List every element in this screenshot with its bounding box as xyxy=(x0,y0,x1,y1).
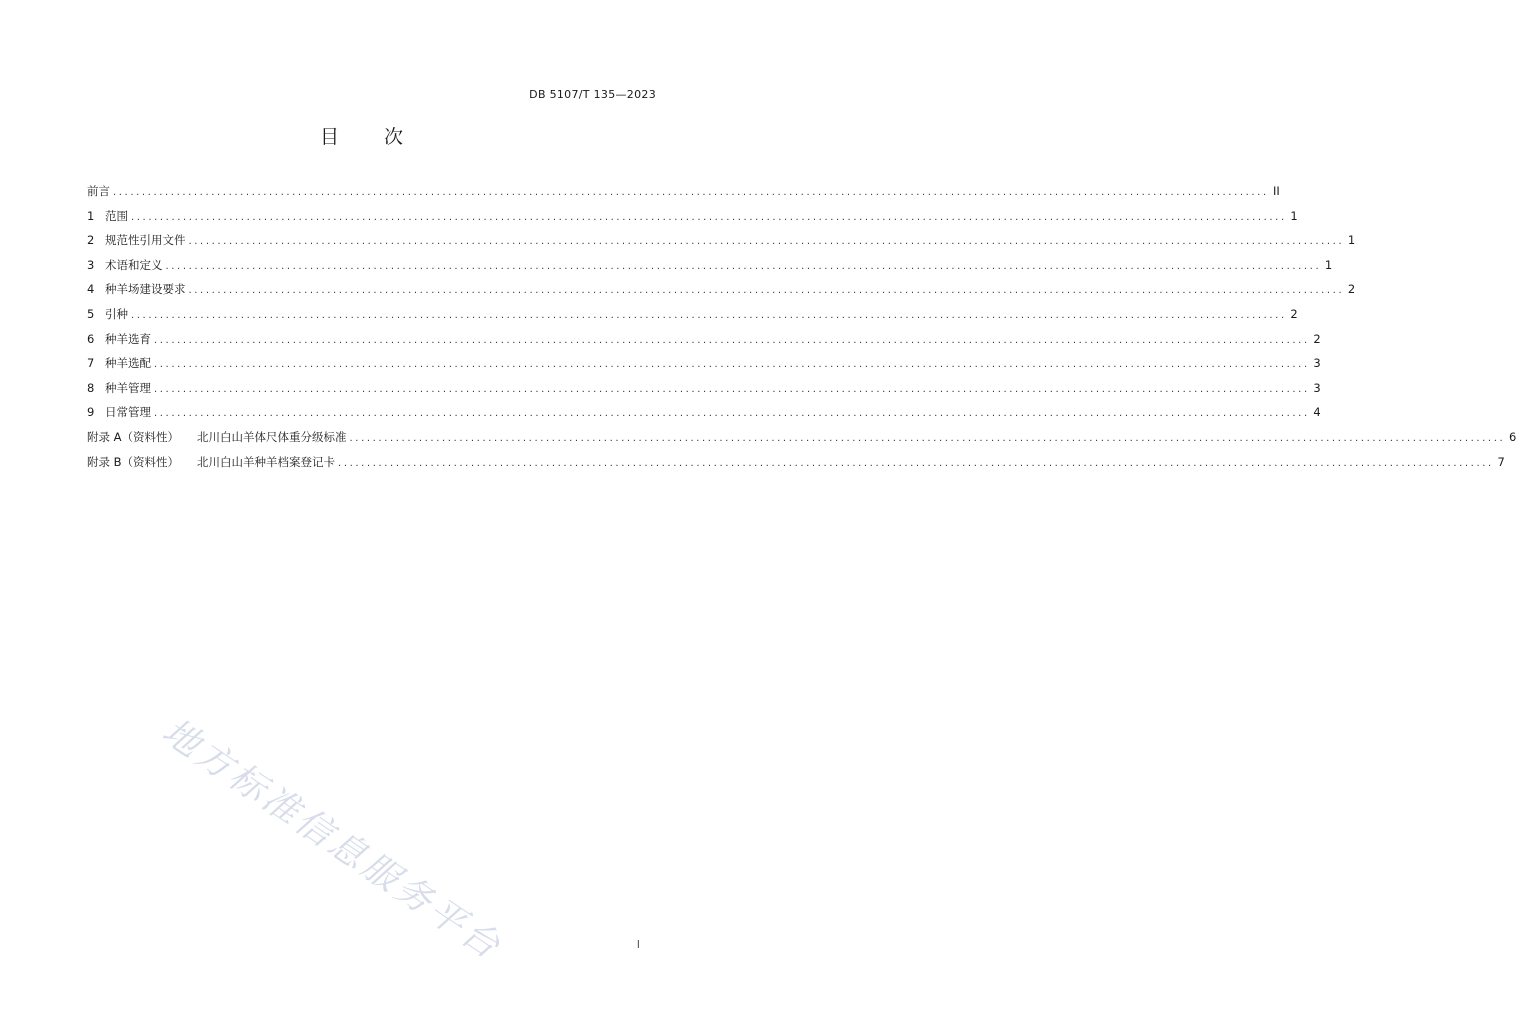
toc-leader-dots: ........................................................................................................................................................................................................ xyxy=(154,334,1310,346)
toc-entry-3[interactable] xyxy=(87,257,1333,282)
toc-entry-page: 6 xyxy=(1508,429,1516,444)
page-title xyxy=(0,122,724,149)
toc-entry-label: 种羊选配 xyxy=(105,356,151,371)
toc-entry-page: 4 xyxy=(1313,405,1321,420)
toc-entry-label: 引种 xyxy=(105,306,128,321)
toc-entry-number: 8 xyxy=(87,380,95,395)
toc-entry-number: 4 xyxy=(87,282,95,297)
toc-entry-label: 术语和定义 xyxy=(105,257,163,272)
toc-entry-1[interactable] xyxy=(87,208,1298,233)
toc-leader-dots: ........................................................................................................................................................................................................ xyxy=(113,187,1269,198)
toc-entry-foreword[interactable] xyxy=(87,183,1280,208)
toc-entry-page: 1 xyxy=(1290,208,1298,223)
toc-entry-page: 3 xyxy=(1313,356,1321,371)
toc-entry-appendix-b[interactable] xyxy=(87,454,1505,479)
toc-entry-label: 种羊场建设要求 xyxy=(105,282,186,297)
toc-leader-dots: ........................................................................................................................................................................................................ xyxy=(131,309,1287,321)
toc-leader-dots: ........................................................................................................................................................................................................ xyxy=(165,260,1322,272)
toc-entry-label: 规范性引用文件 xyxy=(105,233,186,248)
toc-entry-label: 北川白山羊种羊档案登记卡 xyxy=(197,454,336,469)
toc-leader-dots: ........................................................................................................................................................................................................ xyxy=(154,383,1310,395)
title-char-1: 目 xyxy=(319,126,340,148)
page-number: I xyxy=(636,938,640,951)
toc-entry-page: 7 xyxy=(1497,454,1505,469)
toc-entry-number: 7 xyxy=(87,356,95,371)
toc-entry-appendix-a[interactable] xyxy=(87,429,1516,454)
toc-entry-label: 种羊选育 xyxy=(105,331,151,346)
watermark: 地方标准信息服务平台 xyxy=(154,710,510,969)
toc-entry-8[interactable] xyxy=(87,380,1321,405)
title-char-2: 次 xyxy=(384,126,405,148)
toc-entry-5[interactable] xyxy=(87,306,1298,331)
toc-entry-label: 种羊管理 xyxy=(105,380,151,395)
toc-entry-2[interactable] xyxy=(87,232,1356,257)
toc-leader-dots: ........................................................................................................................................................................................................ xyxy=(188,236,1345,248)
toc-entry-page: II xyxy=(1272,184,1280,198)
toc-entry-page: 3 xyxy=(1313,380,1321,395)
toc-entry-page: 2 xyxy=(1313,331,1321,346)
toc-entry-page: 2 xyxy=(1290,306,1298,321)
toc-appendix-tag: 附录 B（资料性） xyxy=(87,454,180,469)
toc-entry-7[interactable] xyxy=(87,355,1321,380)
toc-entry-page: 2 xyxy=(1347,282,1356,297)
table-of-contents xyxy=(87,183,1516,478)
document-code: DB 5107/T 135—2023 xyxy=(529,88,656,101)
toc-entry-number: 6 xyxy=(87,331,95,346)
toc-leader-dots: ........................................................................................................................................................................................................ xyxy=(338,457,1494,469)
toc-entry-number: 3 xyxy=(87,257,95,272)
toc-leader-dots: ........................................................................................................................................................................................................ xyxy=(154,408,1310,420)
toc-entry-6[interactable] xyxy=(87,331,1321,356)
toc-entry-number: 2 xyxy=(87,233,95,248)
toc-entry-label: 前言 xyxy=(87,184,110,198)
toc-appendix-tag: 附录 A（资料性） xyxy=(87,429,180,444)
toc-entry-number: 1 xyxy=(87,208,95,223)
toc-leader-dots: ........................................................................................................................................................................................................ xyxy=(188,285,1345,297)
toc-entry-label: 北川白山羊体尺体重分级标准 xyxy=(197,429,347,444)
toc-entry-4[interactable] xyxy=(87,281,1356,306)
toc-entry-page: 1 xyxy=(1347,233,1356,248)
toc-leader-dots: ........................................................................................................................................................................................................ xyxy=(154,359,1310,371)
toc-entry-number: 5 xyxy=(87,306,95,321)
toc-leader-dots: ........................................................................................................................................................................................................ xyxy=(349,432,1506,444)
toc-entry-page: 1 xyxy=(1324,257,1333,272)
toc-entry-label: 日常管理 xyxy=(105,405,151,420)
toc-leader-dots: ........................................................................................................................................................................................................ xyxy=(131,211,1287,223)
toc-entry-number: 9 xyxy=(87,405,95,420)
toc-entry-9[interactable] xyxy=(87,404,1321,429)
toc-entry-label: 范围 xyxy=(105,208,128,223)
